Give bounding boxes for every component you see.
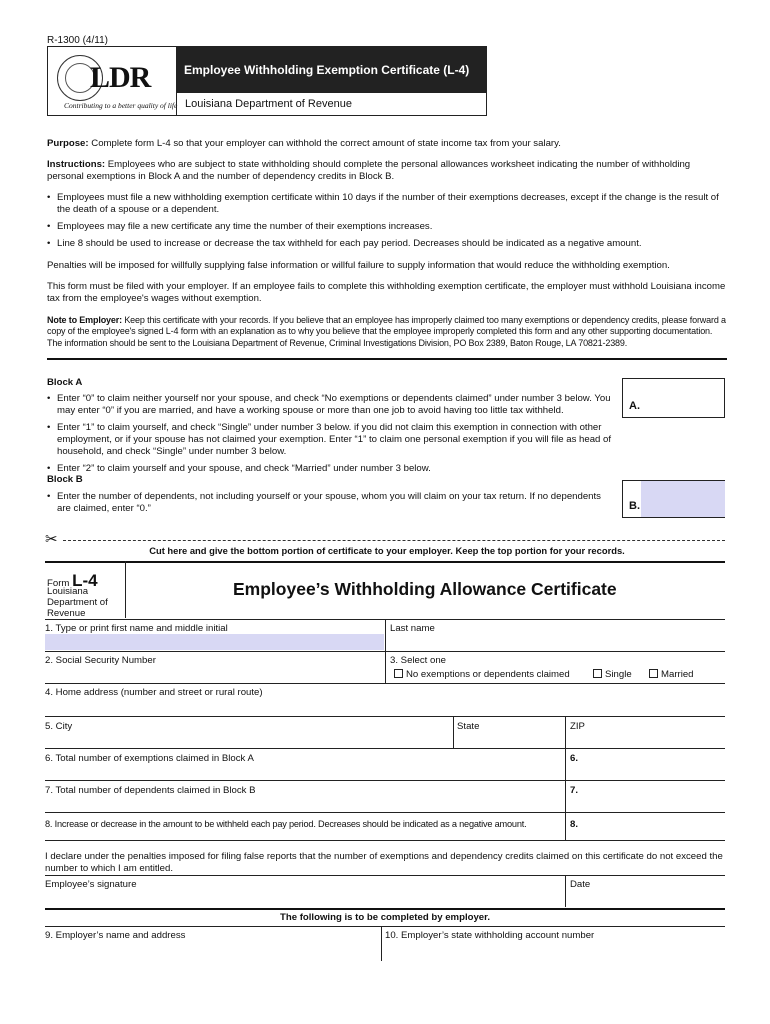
l4-form bbox=[45, 561, 725, 961]
purpose-paragraph: Purpose: Complete form L-4 so that your employer can withhold the correct amount of state income tax from your salary. bbox=[47, 138, 561, 149]
instructions-paragraph: Instructions: Employees who are subject to state withholding should complete the personal allowances worksheet indicating the number of withholding personal exemptions in Block A and the number of dependency credits in Block B. bbox=[47, 159, 691, 182]
employer-section-heading: The following is to be completed by employer. bbox=[279, 912, 491, 923]
logo-tagline: Contributing to a better quality of life bbox=[64, 101, 178, 110]
city-label: 5. City bbox=[45, 721, 73, 732]
scissors-icon: ✂ bbox=[45, 531, 58, 548]
state-label: State bbox=[457, 721, 480, 732]
block-b-label: B. bbox=[629, 500, 640, 513]
block-a-item: • Enter “1” to claim yourself, and check “Single” under number 3 below. if you did not claim this exemption in connection with other employment, or if your spouse has not claimed your exemption. Enter “1” to claim one personal exemption if you will file as head of household, and check “Single” under number 3 below. bbox=[47, 422, 617, 458]
last-name-label: Last name bbox=[390, 623, 435, 634]
first-name-field[interactable] bbox=[45, 634, 384, 650]
form-name: L-4 bbox=[72, 571, 98, 590]
cut-instruction: Cut here and give the bottom portion of certificate to your employer. Keep the top portion for your records. bbox=[149, 545, 625, 556]
signature-label: Employee’s signature bbox=[45, 879, 137, 890]
line-7-box[interactable]: 7. bbox=[570, 785, 579, 796]
line-6-box[interactable]: 6. bbox=[570, 753, 579, 764]
line-7-label: 7. Total number of dependents claimed in Block B bbox=[45, 785, 256, 796]
form-code: R-1300 (4/11) bbox=[47, 35, 108, 46]
block-b-fill bbox=[641, 481, 725, 517]
penalties-paragraph: Penalties will be imposed for willfully supplying false information or willful failure to supply information that would reduce the withholding exemption. bbox=[47, 260, 670, 271]
line-6-label: 6. Total number of exemptions claimed in Block A bbox=[45, 753, 254, 764]
line-8-box[interactable]: 8. bbox=[570, 819, 579, 830]
filing-paragraph: This form must be filed with your employer. If an employee fails to complete this withholding exemption certificate, the employer must withhold Louisiana income tax from the employee's wages without exemption. bbox=[47, 281, 726, 304]
block-a-item: • Enter “0” to claim neither yourself nor your spouse, and check “No exemptions or dependents claimed” under number 3 below. You may enter “0” if you are married, and have a working spouse or more than one job to avoid having too little tax withheld. bbox=[47, 393, 617, 417]
employer-name-label: 9. Employer’s name and address bbox=[45, 930, 186, 941]
block-a-label: A. bbox=[629, 400, 640, 413]
agency-name: Louisiana Department of Revenue bbox=[47, 586, 108, 619]
ldr-logo bbox=[52, 53, 178, 111]
select-one-label: 3. Select one bbox=[390, 655, 447, 666]
note-to-employer: Note to Employer: Keep this certificate with your records. If you believe that an employee has improperly claimed too many exemptions or dependency credits, please forward a copy of the employee's signed L-4 form with an explanation as to why you believe that the employee improperly completed this form and any other supporting documentation. The information should be sent to the Louisiana Department of Revenue, Criminal Investigations Division, PO Box 2389, Baton Rouge, LA 70821-2389. bbox=[47, 315, 726, 348]
block-b-title: Block B bbox=[47, 474, 83, 485]
first-name-label: 1. Type or print first name and middle initial bbox=[45, 623, 228, 634]
section-divider bbox=[47, 358, 727, 360]
header-title: Employee Withholding Exemption Certificate (L-4) bbox=[176, 47, 487, 93]
employer-account-label: 10. Employer’s state withholding account number bbox=[385, 930, 595, 941]
home-address-label: 4. Home address (number and street or rural route) bbox=[45, 687, 263, 698]
declaration-text: I declare under the penalties imposed for filing false reports that the number of exemptions and dependency credits claimed on this certificate do not exceed the number to which I am entitled. bbox=[45, 851, 723, 874]
form-label: Form L-4 bbox=[47, 571, 98, 590]
header-box bbox=[47, 46, 487, 116]
cut-line bbox=[63, 540, 725, 541]
block-a-item: • Enter “2” to claim yourself and your spouse, and check “Married” under number 3 below. bbox=[47, 463, 617, 475]
block-b-item: • Enter the number of dependents, not including yourself or your spouse, whom you will claim on your tax return. If no dependents are claimed, enter “0.” bbox=[47, 491, 617, 515]
no-exemptions-checkbox[interactable]: No exemptions or dependents claimed bbox=[394, 669, 570, 681]
block-b-box[interactable] bbox=[622, 480, 725, 518]
single-checkbox[interactable]: Single bbox=[593, 669, 632, 681]
date-label: Date bbox=[570, 879, 591, 890]
block-a-title: Block A bbox=[47, 377, 83, 388]
instruction-bullet: • Employees must file a new withholding exemption certificate within 10 days if the number of their exemptions decreases, except if the change is the result of the death of a spouse or a dependent. bbox=[47, 192, 727, 216]
instruction-bullet: • Employees may file a new certificate any time the number of their exemptions increases. bbox=[47, 221, 727, 233]
zip-label: ZIP bbox=[570, 721, 585, 732]
married-checkbox[interactable]: Married bbox=[649, 669, 694, 681]
form-title: Employee’s Withholding Allowance Certificate bbox=[233, 579, 617, 599]
ssn-label: 2. Social Security Number bbox=[45, 655, 156, 666]
instruction-bullet: • Line 8 should be used to increase or decrease the tax withheld for each pay period. Decreases should be indicated as a negative amount. bbox=[47, 238, 727, 250]
block-a-box[interactable] bbox=[622, 378, 725, 418]
line-8-label: 8. Increase or decrease in the amount to be withheld each pay period. Decreases should be indicated as a negative amount. bbox=[45, 819, 527, 829]
header-department: Louisiana Department of Revenue bbox=[176, 93, 487, 116]
logo-text: LDR bbox=[90, 61, 151, 94]
